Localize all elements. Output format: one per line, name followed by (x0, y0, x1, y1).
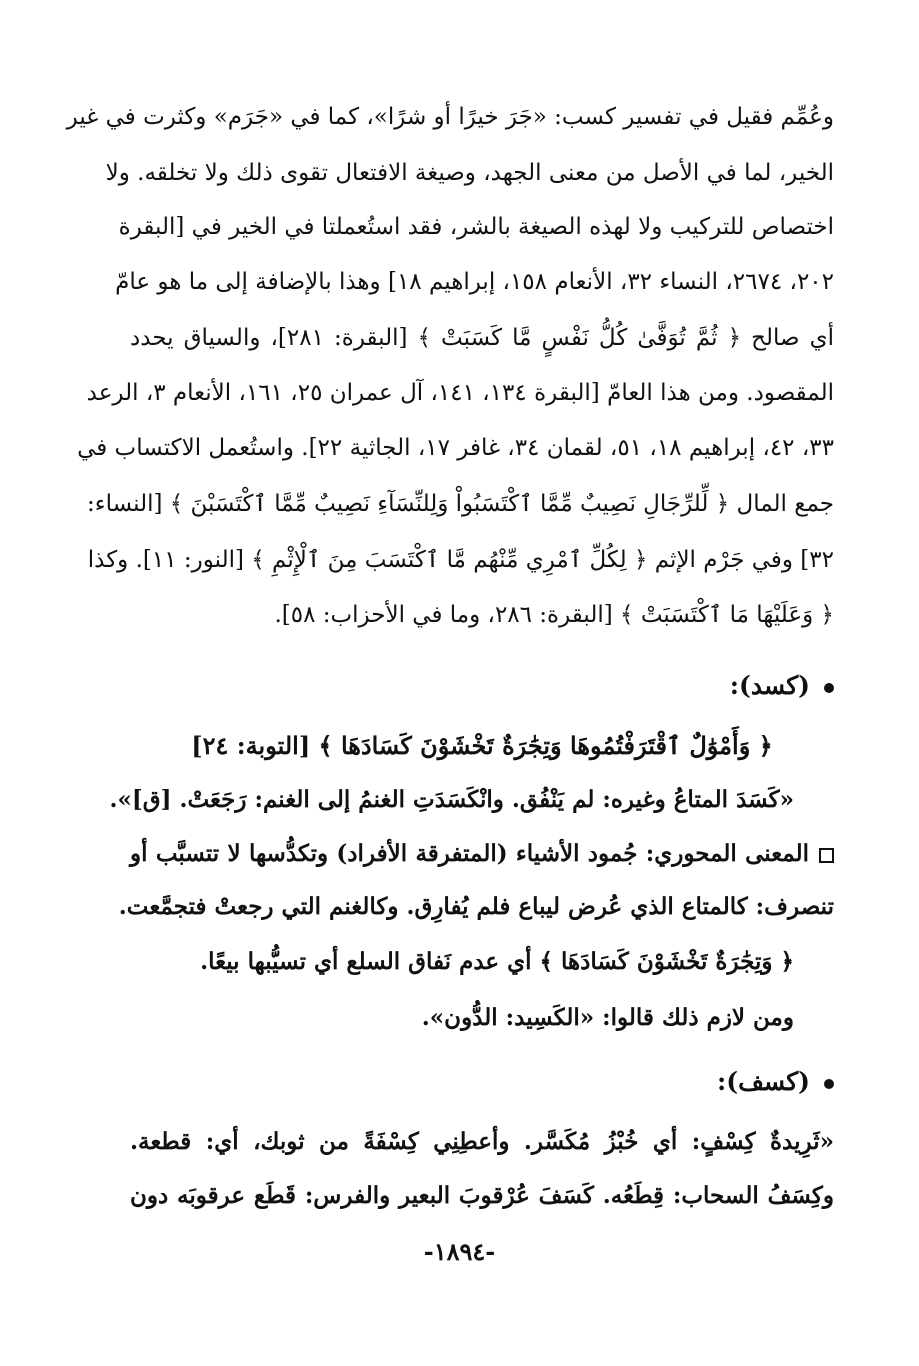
paragraph-line: اختصاص للتركيب ولا لهذه الصيغة بالشر، فقد استُعملتا في الخير في [البقرة (118, 214, 834, 240)
checkbox-square-icon (819, 848, 834, 863)
paragraph-line: تنصرف: كالمتاع الذي عُرض ليباع فلم يُفارِق. وكالغنم التي رجعتْ فتجمَّعت. (118, 893, 834, 920)
section-heading-kasaf (717, 1062, 834, 1102)
paragraph-line: ٣٣، ٤٢، إبراهيم ١٨، ٥١، لقمان ٣٤، غافر ١٧، الجاثية ٢٢]. واستُعمل الاكتساب في (77, 435, 834, 461)
paragraph-line: أي صالح ﴿ ثُمَّ تُوَفَّىٰ كُلُّ نَفْسٍ مَّا كَسَبَتْ ﴾ [البقرة: ٢٨١]، والسياق يحدد (130, 325, 834, 351)
bullet-icon (824, 1079, 834, 1089)
section-heading-kasad (730, 666, 834, 706)
paragraph-line: «ثَرِيدةٌ كِسْفٍ: أي خُبْزُ مُكَسَّر. وأعطِنِي كِسْفَةً من ثوبك، أي: قطعة. (130, 1128, 834, 1155)
paragraph-line: وعُمِّم فقيل في تفسير كسب: «جَرَ خيرًا أو شرًا»، كما في «جَرَم» وكثرت في غير (66, 104, 834, 130)
paragraph-line: جمع المال ﴿ لِّلرِّجَالِ نَصِيبٌ مِّمَّا ٱكْتَسَبُواْ وَلِلنِّسَآءِ نَصِيبٌ مِّمَّا ٱكْتَسَبْنَ ﴾ [النساء: (87, 491, 834, 517)
paragraph-line: ٢٠٢، ٢٦٧٤، النساء ٣٢، الأنعام ١٥٨، إبراهيم ١٨] وهذا بالإضافة إلى ما هو عامّ (115, 269, 834, 295)
page-number: -١٨٩٤- (423, 1237, 496, 1266)
core-meaning-text: المعنى المحوري: جُمود الأشياء (المتفرقة الأفراد) وتكدُّسها لا تتسبَّب أو (130, 840, 809, 867)
paragraph-line: ﴿ وَتِجَٰرَةٌ تَخْشَوْنَ كَسَادَهَا ﴾ أي عدم نَفاق السلع أي تسيُّبها بيعًا. (200, 948, 794, 975)
section-heading-text: (كسف): (717, 1067, 810, 1096)
paragraph-line: الخير، لما في الأصل من معنى الجهد، وصيغة الافتعال تقوى ذلك ولا تخلقه. ولا (105, 160, 834, 186)
paragraph-line: ومن لازم ذلك قالوا: «الكَسِيد: الدُّون». (421, 1004, 794, 1031)
dictionary-quote: «كَسَدَ المتاعُ وغيره: لم يَنْفُق. وانْكَسَدَتِ الغنمُ إلى الغنم: رَجَعَتْ. [ق]». (109, 786, 794, 813)
paragraph-line: ٣٢] وفي جَرْم الإثم ﴿ لِكُلِّ ٱمْرِي مِّنْهُم مَّا ٱكْتَسَبَ مِنَ ٱلْإِثْمِ ﴾ [النور: ١١]. وكذا (87, 547, 834, 573)
paragraph-line: ﴿ وَعَلَيْهَا مَا ٱكْتَسَبَتْ ﴾ [البقرة: ٢٨٦، وما في الأحزاب: ٥٨]. (274, 602, 834, 628)
bullet-icon (824, 683, 834, 693)
core-meaning-line (130, 834, 834, 878)
paragraph-line: المقصود. ومن هذا العامّ [البقرة ١٣٤، ١٤١، آل عمران ٢٥، ١٦١، الأنعام ٣، الرعد (86, 380, 834, 406)
section-heading-text: (كسد): (729, 671, 810, 700)
quran-verse: ﴿ وَأَمْوَٰلٌ ٱقْتَرَفْتُمُوهَا وَتِجَٰرَةٌ تَخْشَوْنَ كَسَادَهَا ﴾ [التوبة: ٢٤] (191, 731, 773, 760)
paragraph-line: وكِسَفُ السحاب: قِطَعُه. كَسَفَ عُرْقوبَ البعير والفرس: قَطَع عرقوبَه دون (130, 1182, 834, 1209)
